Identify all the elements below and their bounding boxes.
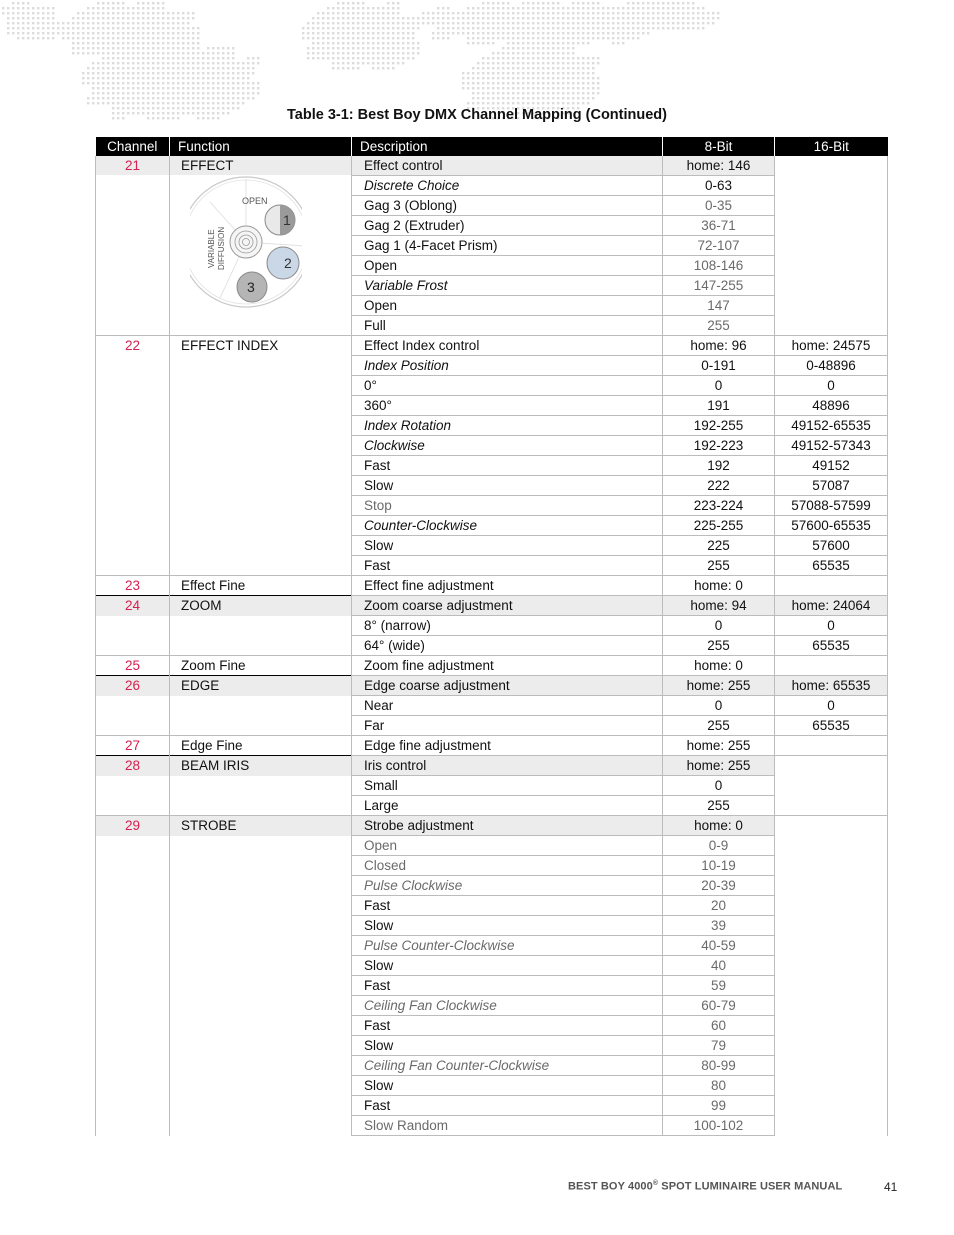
function-name <box>170 696 352 716</box>
function-name: EDGE <box>170 676 352 696</box>
table-row <box>96 796 888 816</box>
description: Open <box>352 296 663 316</box>
value-8bit: 255 <box>663 636 775 656</box>
description: Edge fine adjustment <box>352 736 663 756</box>
channel-number <box>96 896 170 916</box>
table-header-row <box>96 137 888 156</box>
dmx-channel-table <box>95 137 888 1136</box>
function-name: EFFECT OPEN VARIABLE DIFFUSION 1 2 3 <box>170 156 352 336</box>
table-row <box>96 896 888 916</box>
channel-number <box>96 1036 170 1056</box>
description: Large <box>352 796 663 816</box>
function-name <box>170 1056 352 1076</box>
function-name <box>170 876 352 896</box>
table-row <box>96 996 888 1016</box>
description: Slow <box>352 916 663 936</box>
function-name: ZOOM <box>170 596 352 616</box>
channel-number <box>96 696 170 716</box>
wheel-gobo-3: 3 <box>247 279 255 295</box>
value-8bit: 20 <box>663 896 775 916</box>
description: Index Rotation <box>352 416 663 436</box>
value-16bit <box>775 656 888 676</box>
description: Far <box>352 716 663 736</box>
description: Stop <box>352 496 663 516</box>
value-8bit: 0-191 <box>663 356 775 376</box>
wheel-label-open: OPEN <box>242 196 268 206</box>
value-8bit: 108-146 <box>663 256 775 276</box>
value-8bit: home: 0 <box>663 656 775 676</box>
table-row <box>96 976 888 996</box>
description: Strobe adjustment <box>352 816 663 836</box>
value-8bit: 72-107 <box>663 236 775 256</box>
description: Discrete Choice <box>352 176 663 196</box>
function-name: Edge Fine <box>170 736 352 756</box>
value-16bit <box>775 756 888 816</box>
table-row <box>96 916 888 936</box>
description: Clockwise <box>352 436 663 456</box>
description: Zoom fine adjustment <box>352 656 663 676</box>
value-16bit: 0 <box>775 696 888 716</box>
value-16bit: 65535 <box>775 556 888 576</box>
function-name <box>170 1096 352 1116</box>
value-16bit: 49152-65535 <box>775 416 888 436</box>
description: Edge coarse adjustment <box>352 676 663 696</box>
description: Gag 2 (Extruder) <box>352 216 663 236</box>
function-name <box>170 616 352 636</box>
function-name: Zoom Fine <box>170 656 352 676</box>
table-row <box>96 1116 888 1136</box>
value-8bit: 10-19 <box>663 856 775 876</box>
function-name: STROBE <box>170 816 352 836</box>
value-8bit: 192-255 <box>663 416 775 436</box>
effect-wheel-diagram <box>190 176 302 310</box>
header-function: Function <box>170 137 352 156</box>
table-row <box>96 596 888 616</box>
channel-number <box>96 936 170 956</box>
value-8bit: 60 <box>663 1016 775 1036</box>
channel-number <box>96 1096 170 1116</box>
value-8bit: 0-35 <box>663 196 775 216</box>
value-16bit: 57600-65535 <box>775 516 888 536</box>
header-8bit: 8-Bit <box>663 137 775 156</box>
wheel-gobo-2: 2 <box>284 255 292 271</box>
value-16bit: 49152-57343 <box>775 436 888 456</box>
value-8bit: 60-79 <box>663 996 775 1016</box>
description: Variable Frost <box>352 276 663 296</box>
description: Slow <box>352 476 663 496</box>
value-8bit: 0 <box>663 696 775 716</box>
function-name <box>170 796 352 816</box>
value-8bit: 191 <box>663 396 775 416</box>
description: Fast <box>352 1096 663 1116</box>
channel-number <box>96 716 170 736</box>
page-number: 41 <box>884 1180 898 1194</box>
function-name <box>170 856 352 876</box>
table-row <box>96 1016 888 1036</box>
description: Slow <box>352 1036 663 1056</box>
value-8bit: 192-223 <box>663 436 775 456</box>
footer-manual-title: BEST BOY 4000® SPOT LUMINAIRE USER MANUAL <box>568 1180 843 1193</box>
value-8bit: home: 255 <box>663 756 775 776</box>
value-16bit: 0-48896 <box>775 356 888 376</box>
wheel-label-diffusion: DIFFUSION <box>217 226 226 270</box>
value-8bit: 255 <box>663 796 775 816</box>
value-16bit: 0 <box>775 376 888 396</box>
table-row <box>96 956 888 976</box>
description: Pulse Clockwise <box>352 876 663 896</box>
value-16bit: home: 24575 <box>775 336 888 356</box>
value-8bit: home: 255 <box>663 676 775 696</box>
value-16bit: 57600 <box>775 536 888 556</box>
value-8bit: 255 <box>663 316 775 336</box>
value-16bit: 57088-57599 <box>775 496 888 516</box>
value-16bit: 48896 <box>775 396 888 416</box>
value-8bit: 20-39 <box>663 876 775 896</box>
value-8bit: 225-255 <box>663 516 775 536</box>
function-name <box>170 1116 352 1136</box>
function-name <box>170 936 352 956</box>
value-8bit: home: 96 <box>663 336 775 356</box>
value-8bit: 0 <box>663 776 775 796</box>
description: Effect Index control <box>352 336 663 356</box>
channel-number <box>96 616 170 636</box>
description: Gag 1 (4-Facet Prism) <box>352 236 663 256</box>
value-8bit: 192 <box>663 456 775 476</box>
function-name <box>170 776 352 796</box>
description: Small <box>352 776 663 796</box>
value-8bit: 0 <box>663 616 775 636</box>
description: Gag 3 (Oblong) <box>352 196 663 216</box>
value-16bit <box>775 736 888 756</box>
channel-number <box>96 1116 170 1136</box>
channel-number: 24 <box>96 596 170 616</box>
function-name <box>170 956 352 976</box>
value-16bit: home: 24064 <box>775 596 888 616</box>
description: Slow <box>352 956 663 976</box>
table-row <box>96 736 888 756</box>
channel-number: 22 <box>96 336 170 576</box>
value-16bit <box>775 576 888 596</box>
description: Fast <box>352 1016 663 1036</box>
function-name <box>170 976 352 996</box>
channel-number <box>96 876 170 896</box>
description: 64° (wide) <box>352 636 663 656</box>
channel-number <box>96 836 170 856</box>
description: Pulse Counter-Clockwise <box>352 936 663 956</box>
table-row <box>96 156 888 176</box>
table-row <box>96 1076 888 1096</box>
value-8bit: 59 <box>663 976 775 996</box>
description: Effect fine adjustment <box>352 576 663 596</box>
table-row <box>96 776 888 796</box>
table-row <box>96 336 888 356</box>
channel-number: 29 <box>96 816 170 836</box>
channel-number <box>96 976 170 996</box>
description: Index Position <box>352 356 663 376</box>
channel-number: 28 <box>96 756 170 776</box>
description: 8° (narrow) <box>352 616 663 636</box>
value-16bit: 65535 <box>775 716 888 736</box>
description: 360° <box>352 396 663 416</box>
description: Fast <box>352 456 663 476</box>
channel-number <box>96 1016 170 1036</box>
table-row <box>96 576 888 596</box>
value-8bit: 0-9 <box>663 836 775 856</box>
table-row <box>96 816 888 836</box>
channel-number: 27 <box>96 736 170 756</box>
description: Open <box>352 836 663 856</box>
description: Iris control <box>352 756 663 776</box>
channel-number <box>96 1056 170 1076</box>
value-8bit: home: 146 <box>663 156 775 176</box>
function-name <box>170 1016 352 1036</box>
channel-number <box>96 996 170 1016</box>
value-8bit: 99 <box>663 1096 775 1116</box>
value-8bit: 36-71 <box>663 216 775 236</box>
description: Fast <box>352 896 663 916</box>
channel-number: 26 <box>96 676 170 696</box>
table-row <box>96 676 888 696</box>
channel-number <box>96 956 170 976</box>
value-8bit: 100-102 <box>663 1116 775 1136</box>
function-name: EFFECT INDEX <box>170 336 352 576</box>
value-8bit: 40 <box>663 956 775 976</box>
function-name <box>170 1076 352 1096</box>
value-8bit: home: 0 <box>663 576 775 596</box>
value-8bit: 255 <box>663 716 775 736</box>
value-8bit: 255 <box>663 556 775 576</box>
channel-number <box>96 636 170 656</box>
header-channel: Channel <box>96 137 170 156</box>
value-8bit: home: 0 <box>663 816 775 836</box>
header-description: Description <box>352 137 663 156</box>
description: Fast <box>352 976 663 996</box>
value-8bit: 0-63 <box>663 176 775 196</box>
description: Open <box>352 256 663 276</box>
value-8bit: 79 <box>663 1036 775 1056</box>
table-row <box>96 936 888 956</box>
channel-number: 23 <box>96 576 170 596</box>
wheel-label-variable: VARIABLE <box>207 229 216 268</box>
value-16bit: 49152 <box>775 456 888 476</box>
wheel-gobo-1: 1 <box>283 212 291 228</box>
value-8bit: 0 <box>663 376 775 396</box>
value-8bit: 80 <box>663 1076 775 1096</box>
table-row <box>96 1056 888 1076</box>
table-row <box>96 716 888 736</box>
table-row <box>96 616 888 636</box>
function-name <box>170 636 352 656</box>
table-row <box>96 876 888 896</box>
value-16bit <box>775 816 888 1136</box>
function-name <box>170 996 352 1016</box>
value-8bit: 225 <box>663 536 775 556</box>
channel-number <box>96 856 170 876</box>
description: 0° <box>352 376 663 396</box>
value-16bit: 57087 <box>775 476 888 496</box>
function-name <box>170 1036 352 1056</box>
value-8bit: 222 <box>663 476 775 496</box>
table-row <box>96 636 888 656</box>
description: Near <box>352 696 663 716</box>
function-name <box>170 716 352 736</box>
table-row <box>96 656 888 676</box>
table-row <box>96 836 888 856</box>
value-8bit: 147-255 <box>663 276 775 296</box>
description: Slow <box>352 1076 663 1096</box>
value-8bit: 147 <box>663 296 775 316</box>
channel-number <box>96 916 170 936</box>
description: Full <box>352 316 663 336</box>
table-title: Table 3-1: Best Boy DMX Channel Mapping (Continued) <box>287 107 667 123</box>
description: Closed <box>352 856 663 876</box>
value-8bit: home: 255 <box>663 736 775 756</box>
header-16bit: 16-Bit <box>775 137 888 156</box>
value-8bit: 223-224 <box>663 496 775 516</box>
value-8bit: home: 94 <box>663 596 775 616</box>
value-16bit <box>775 156 888 336</box>
description: Ceiling Fan Clockwise <box>352 996 663 1016</box>
value-8bit: 40-59 <box>663 936 775 956</box>
description: Ceiling Fan Counter-Clockwise <box>352 1056 663 1076</box>
channel-number: 21 <box>96 156 170 336</box>
channel-number: 25 <box>96 656 170 676</box>
function-name: BEAM IRIS <box>170 756 352 776</box>
table-row <box>96 696 888 716</box>
table-row <box>96 756 888 776</box>
channel-number <box>96 776 170 796</box>
function-name: Effect Fine <box>170 576 352 596</box>
table-row <box>96 856 888 876</box>
description: Effect control <box>352 156 663 176</box>
function-name <box>170 916 352 936</box>
channel-number <box>96 1076 170 1096</box>
channel-number <box>96 796 170 816</box>
value-16bit: 65535 <box>775 636 888 656</box>
function-name <box>170 896 352 916</box>
description: Fast <box>352 556 663 576</box>
value-16bit: 0 <box>775 616 888 636</box>
description: Zoom coarse adjustment <box>352 596 663 616</box>
function-name <box>170 836 352 856</box>
value-16bit: home: 65535 <box>775 676 888 696</box>
value-8bit: 39 <box>663 916 775 936</box>
value-8bit: 80-99 <box>663 1056 775 1076</box>
description: Slow <box>352 536 663 556</box>
description: Counter-Clockwise <box>352 516 663 536</box>
table-row <box>96 1096 888 1116</box>
description: Slow Random <box>352 1116 663 1136</box>
table-row <box>96 1036 888 1056</box>
